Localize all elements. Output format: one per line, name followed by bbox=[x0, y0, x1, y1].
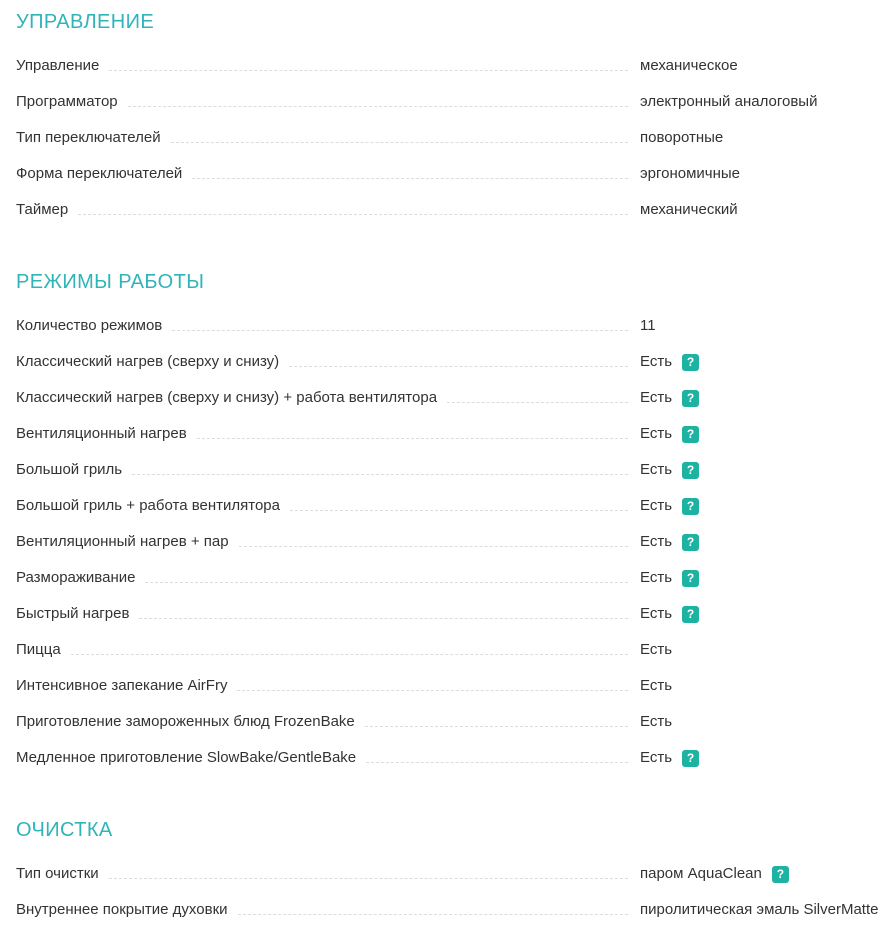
spec-value: Есть bbox=[640, 389, 673, 406]
spec-row bbox=[16, 704, 878, 740]
spec-row bbox=[16, 308, 878, 344]
spec-section bbox=[16, 0, 878, 228]
spec-value: поворотные bbox=[640, 129, 724, 146]
spec-row bbox=[16, 192, 878, 228]
spec-label: Количество режимов bbox=[16, 317, 163, 334]
spec-label: Таймер bbox=[16, 201, 69, 218]
spec-row bbox=[16, 156, 878, 192]
spec-value-cell bbox=[640, 425, 878, 443]
spec-label: Вентиляционный нагрев + пар bbox=[16, 533, 229, 550]
spec-row bbox=[16, 380, 878, 416]
spec-row bbox=[16, 856, 878, 892]
spec-label: Форма переключателей bbox=[16, 165, 183, 182]
spec-value-cell bbox=[640, 605, 878, 623]
spec-label: Внутреннее покрытие духовки bbox=[16, 901, 228, 918]
dotted-leader bbox=[139, 618, 628, 619]
help-icon[interactable]: ? bbox=[682, 354, 699, 371]
spec-value-cell bbox=[640, 713, 878, 731]
spec-row bbox=[16, 560, 878, 596]
spec-value-cell bbox=[640, 389, 878, 407]
dotted-leader bbox=[237, 690, 628, 691]
spec-rows bbox=[16, 856, 878, 928]
spec-value-cell bbox=[640, 901, 878, 919]
spec-value-cell bbox=[640, 129, 878, 147]
spec-value-cell bbox=[640, 461, 878, 479]
dotted-leader bbox=[192, 178, 628, 179]
spec-value: Есть bbox=[640, 353, 673, 370]
spec-label: Вентиляционный нагрев bbox=[16, 425, 187, 442]
spec-value-cell bbox=[640, 497, 878, 515]
spec-section bbox=[16, 260, 878, 776]
help-icon[interactable]: ? bbox=[682, 606, 699, 623]
spec-value: 11 bbox=[640, 317, 656, 334]
help-icon[interactable]: ? bbox=[682, 390, 699, 407]
dotted-leader bbox=[366, 762, 628, 763]
spec-value: Есть bbox=[640, 533, 673, 550]
spec-row bbox=[16, 596, 878, 632]
spec-rows bbox=[16, 48, 878, 228]
dotted-leader bbox=[289, 366, 628, 367]
spec-label: Приготовление замороженных блюд FrozenBake bbox=[16, 713, 355, 730]
spec-value-cell bbox=[640, 641, 878, 659]
spec-value: Есть bbox=[640, 605, 673, 622]
spec-row bbox=[16, 120, 878, 156]
spec-value-cell bbox=[640, 353, 878, 371]
spec-rows bbox=[16, 308, 878, 776]
dotted-leader bbox=[132, 474, 628, 475]
spec-row bbox=[16, 452, 878, 488]
spec-label: Тип очистки bbox=[16, 865, 99, 882]
spec-value: Есть bbox=[640, 461, 673, 478]
spec-value: пиролитическая эмаль SilverMatte bbox=[640, 901, 879, 918]
spec-label: Размораживание bbox=[16, 569, 136, 586]
dotted-leader bbox=[109, 878, 628, 879]
spec-label: Большой гриль bbox=[16, 461, 123, 478]
dotted-leader bbox=[71, 654, 628, 655]
help-icon[interactable]: ? bbox=[682, 462, 699, 479]
spec-row bbox=[16, 892, 878, 928]
spec-label: Большой гриль + работа вентилятора bbox=[16, 497, 280, 514]
spec-value-cell bbox=[640, 749, 878, 767]
spec-row bbox=[16, 740, 878, 776]
spec-row bbox=[16, 48, 878, 84]
spec-label: Быстрый нагрев bbox=[16, 605, 130, 622]
spec-value: механическое bbox=[640, 57, 738, 74]
dotted-leader bbox=[78, 214, 628, 215]
spec-label: Классический нагрев (сверху и снизу) bbox=[16, 353, 280, 370]
spec-row bbox=[16, 488, 878, 524]
dotted-leader bbox=[239, 546, 628, 547]
spec-value-cell bbox=[640, 865, 878, 883]
spec-value: Есть bbox=[640, 749, 673, 766]
spec-label: Пицца bbox=[16, 641, 61, 658]
spec-value: Есть bbox=[640, 425, 673, 442]
spec-label: Программатор bbox=[16, 93, 118, 110]
dotted-leader bbox=[172, 330, 628, 331]
spec-row bbox=[16, 668, 878, 704]
help-icon[interactable]: ? bbox=[682, 426, 699, 443]
dotted-leader bbox=[171, 142, 628, 143]
spec-value-cell bbox=[640, 677, 878, 695]
spec-label: Классический нагрев (сверху и снизу) + работа вентилятора bbox=[16, 389, 438, 406]
dotted-leader bbox=[128, 106, 628, 107]
spec-label: Тип переключателей bbox=[16, 129, 161, 146]
spec-row bbox=[16, 344, 878, 380]
spec-row bbox=[16, 632, 878, 668]
section-title: ОЧИСТКА bbox=[16, 819, 113, 841]
spec-value: паром AquaClean bbox=[640, 865, 762, 882]
spec-value: электронный аналоговый bbox=[640, 93, 818, 110]
spec-label: Управление bbox=[16, 57, 100, 74]
spec-value-cell bbox=[640, 201, 878, 219]
spec-label: Медленное приготовление SlowBake/GentleBake bbox=[16, 749, 357, 766]
dotted-leader bbox=[109, 70, 628, 71]
help-icon[interactable]: ? bbox=[772, 866, 789, 883]
spec-value: Есть bbox=[640, 677, 673, 694]
spec-value: Есть bbox=[640, 641, 673, 658]
help-icon[interactable]: ? bbox=[682, 570, 699, 587]
spec-value: Есть bbox=[640, 497, 673, 514]
spec-value-cell bbox=[640, 165, 878, 183]
spec-value-cell bbox=[640, 569, 878, 587]
spec-value: механический bbox=[640, 201, 738, 218]
spec-row bbox=[16, 84, 878, 120]
dotted-leader bbox=[238, 914, 628, 915]
spec-value-cell bbox=[640, 317, 878, 335]
help-icon[interactable]: ? bbox=[682, 498, 699, 515]
spec-value: Есть bbox=[640, 713, 673, 730]
spec-row bbox=[16, 524, 878, 560]
dotted-leader bbox=[447, 402, 628, 403]
section-title: РЕЖИМЫ РАБОТЫ bbox=[16, 271, 205, 293]
spec-value-cell bbox=[640, 533, 878, 551]
spec-label: Интенсивное запекание AirFry bbox=[16, 677, 228, 694]
dotted-leader bbox=[197, 438, 628, 439]
spec-value: Есть bbox=[640, 569, 673, 586]
spec-section bbox=[16, 808, 878, 928]
help-icon[interactable]: ? bbox=[682, 534, 699, 551]
dotted-leader bbox=[290, 510, 628, 511]
section-title: УПРАВЛЕНИЕ bbox=[16, 11, 155, 33]
dotted-leader bbox=[145, 582, 628, 583]
dotted-leader bbox=[365, 726, 628, 727]
spec-value: эргономичные bbox=[640, 165, 741, 182]
spec-value-cell bbox=[640, 93, 878, 111]
spec-row bbox=[16, 416, 878, 452]
help-icon[interactable]: ? bbox=[682, 750, 699, 767]
spec-value-cell bbox=[640, 57, 878, 75]
